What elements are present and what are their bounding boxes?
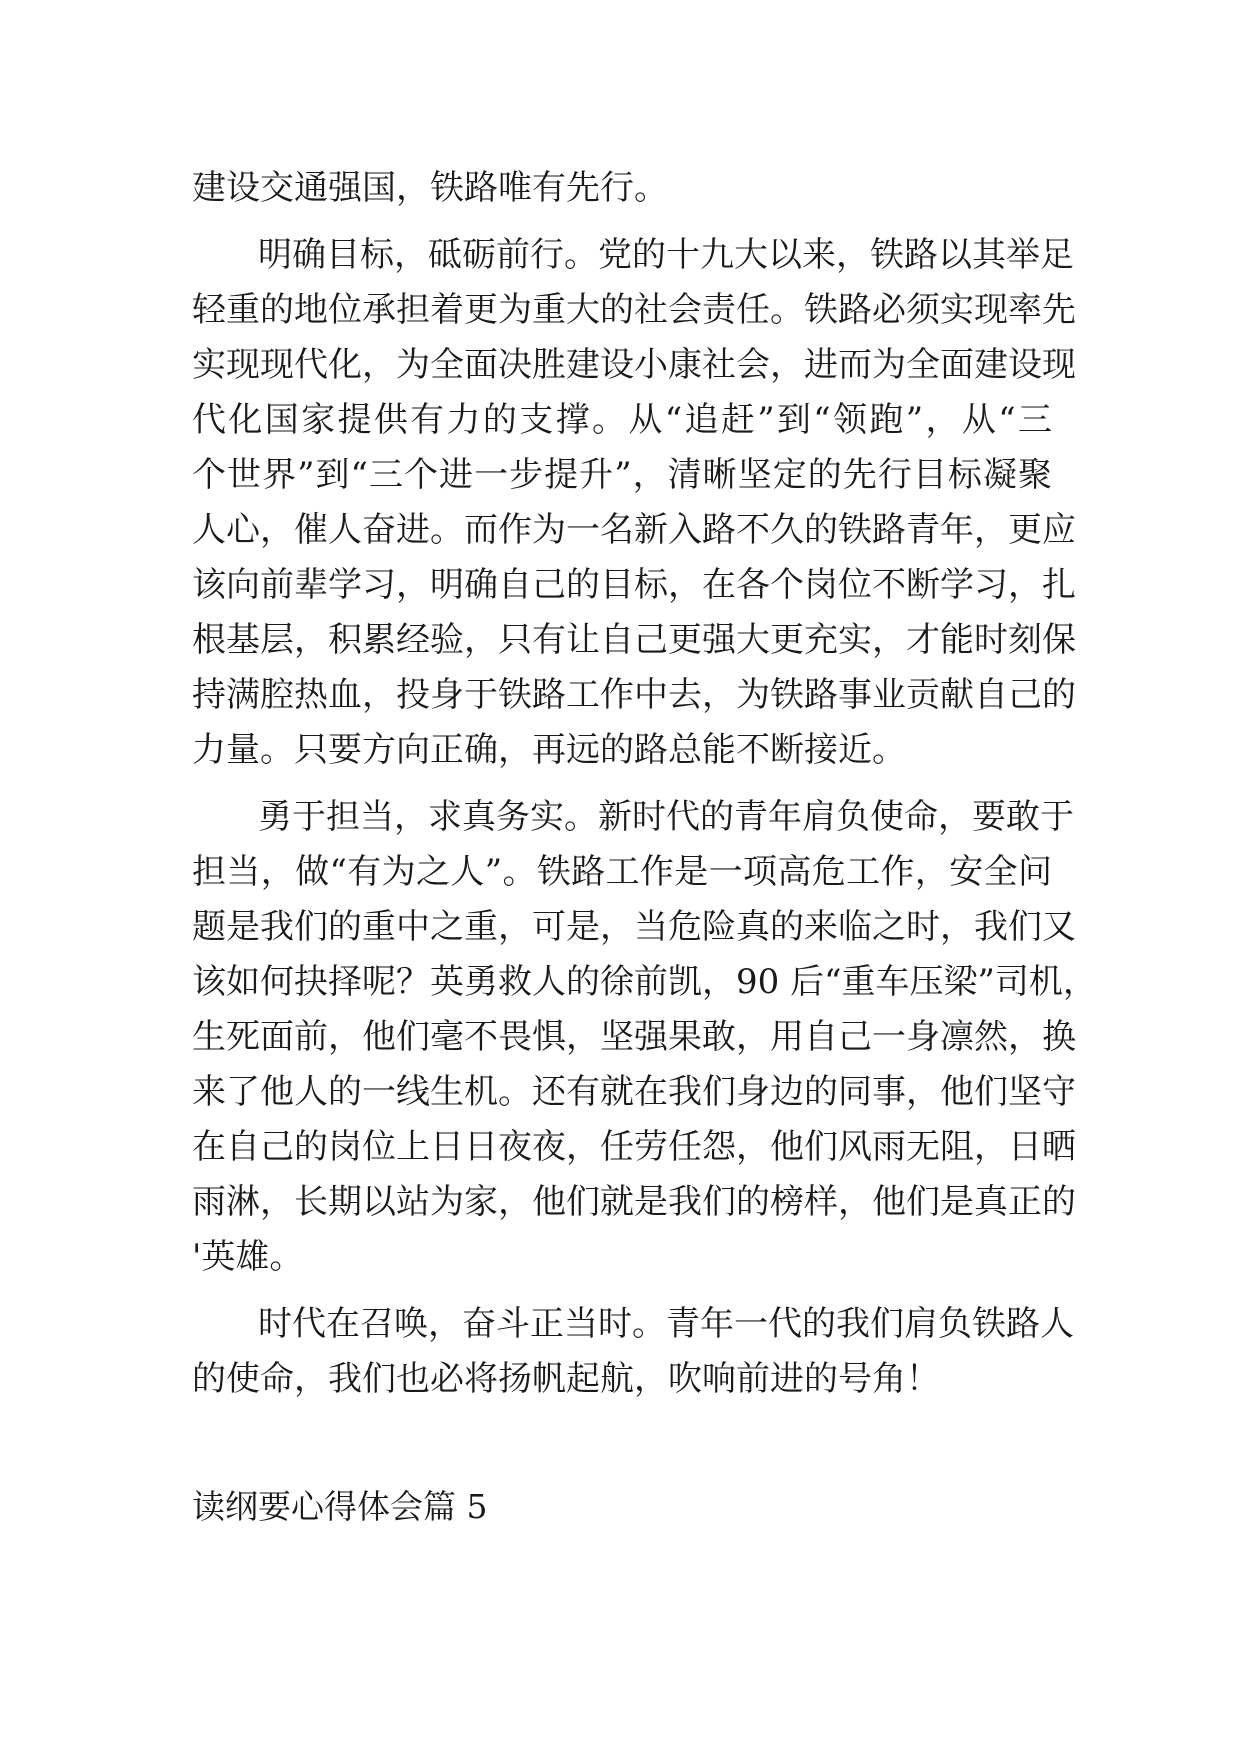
- text-line: 该如何抉择呢？英勇救人的徐前凯，90 后“重车压梁”司机，: [192, 962, 1097, 1002]
- text-line: 个世界”到“三个进一步提升”，清晰坚定的先行目标凝聚: [192, 455, 1052, 495]
- text-line: 雨淋，长期以站为家，他们就是我们的榜样，他们是真正的: [192, 1182, 1076, 1222]
- text-line: 的使命，我们也必将扬帆起航，吹响前进的号角！: [192, 1359, 940, 1399]
- text-line: 来了他人的一线生机。还有就在我们身边的同事，他们坚守: [192, 1072, 1076, 1112]
- text-line: 代化国家提供有力的支撑。从“追赶”到“领跑”，从“三: [192, 400, 1052, 440]
- text-line: 担当，做“有为之人”。铁路工作是一项高危工作，安全问: [192, 852, 1052, 892]
- text-line: 题是我们的重中之重，可是，当危险真的来临之时，我们又: [192, 907, 1076, 947]
- text-line: 力量。只要方向正确，再远的路总能不断接近。: [192, 730, 906, 770]
- text-line: 实现现代化，为全面决胜建设小康社会，进而为全面建设现: [192, 345, 1076, 385]
- text-line: '英雄。: [192, 1237, 304, 1277]
- text-line-1: 建设交通强国，铁路唯有先行。: [192, 168, 668, 208]
- paragraph-first-line: 勇于担当，求真务实。新时代的青年肩负使命，要敢于: [258, 797, 1074, 837]
- text-line: 根基层，积累经验，只有让自己更强大更充实，才能时刻保: [192, 620, 1076, 660]
- text-line: 该向前辈学习，明确自己的目标，在各个岗位不断学习，扎: [192, 565, 1076, 605]
- paragraph-first-line: 时代在召唤，奋斗正当时。青年一代的我们肩负铁路人: [258, 1304, 1074, 1344]
- text-line: 持满腔热血，投身于铁路工作中去，为铁路事业贡献自己的: [192, 675, 1076, 715]
- text-line: 生死面前，他们毫不畏惧，坚强果敢，用自己一身凛然，换: [192, 1017, 1076, 1057]
- paragraph-first-line: 明确目标，砥砺前行。党的十九大以来，铁路以其举足: [258, 235, 1074, 275]
- section-heading: 读纲要心得体会篇 5: [192, 1487, 488, 1526]
- text-line: 轻重的地位承担着更为重大的社会责任。铁路必须实现率先: [192, 290, 1076, 330]
- text-line: 人心，催人奋进。而作为一名新入路不久的铁路青年，更应: [192, 510, 1076, 550]
- text-line: 在自己的岗位上日日夜夜，任劳任怨，他们风雨无阻，日晒: [192, 1127, 1076, 1167]
